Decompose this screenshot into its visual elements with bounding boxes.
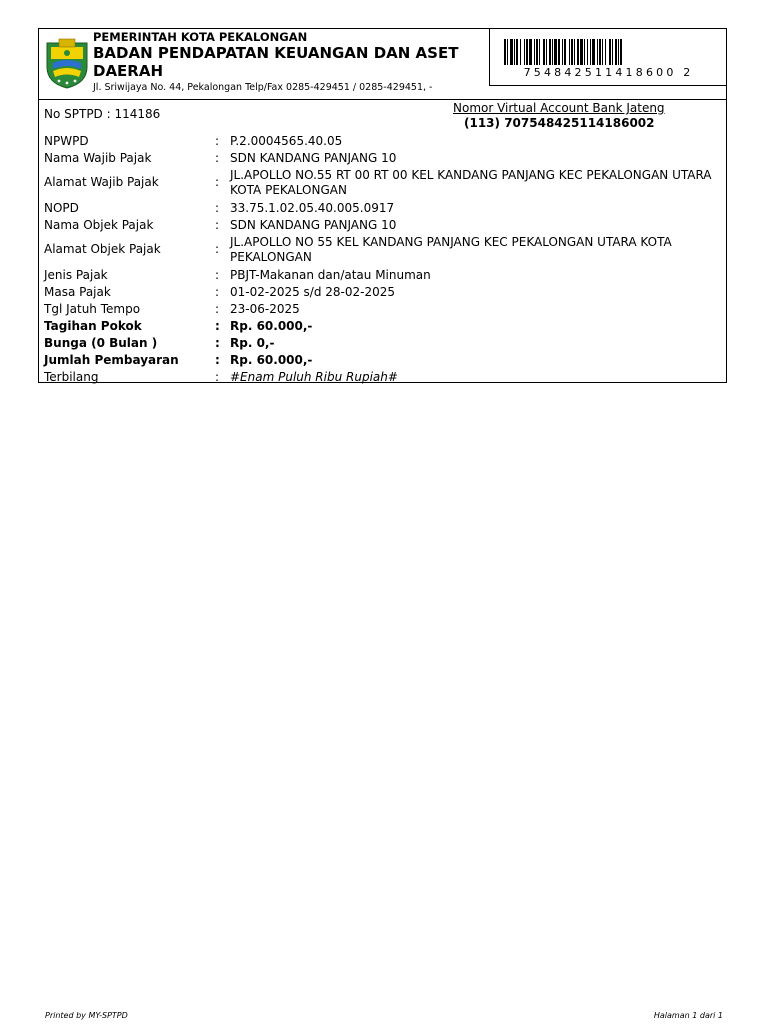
field-colon: :: [215, 302, 220, 316]
field-row: [39, 267, 726, 284]
printed-by: Printed by MY-SPTPD: [45, 1011, 128, 1020]
field-value: Rp. 60.000,-: [230, 319, 313, 333]
barcode-bar: [516, 39, 518, 65]
field-value: PBJT-Makanan dan/atau Minuman: [230, 268, 431, 282]
barcode-bar: [592, 39, 595, 65]
field-label: Masa Pajak: [44, 285, 111, 299]
agency-address: Jl. Sriwijaya No. 44, Pekalongan Telp/Fax 0285-429451 / 0285-429451, -: [93, 82, 433, 93]
field-label: Jumlah Pembayaran: [44, 353, 179, 367]
field-value: JL.APOLLO NO 55 KEL KANDANG PANJANG KEC PEKALONGAN UTARA KOTA PEKALONGAN: [230, 235, 672, 264]
field-label: Bunga (0 Bulan ): [44, 336, 158, 350]
field-value: 23-06-2025: [230, 302, 300, 316]
field-label: NOPD: [44, 201, 79, 215]
barcode-bar: [529, 39, 532, 65]
field-label: Alamat Wajib Pajak: [44, 175, 159, 189]
barcode-bar: [577, 39, 579, 65]
page-indicator: Halaman 1 dari 1: [653, 1011, 723, 1020]
barcode-bar: [564, 39, 566, 65]
field-value: SDN KANDANG PANJANG 10: [230, 151, 397, 165]
tax-document: [38, 28, 727, 383]
barcode-bar: [504, 39, 506, 65]
virtual-account-number: (113) 707548425114186002: [464, 116, 655, 130]
virtual-account-label: Nomor Virtual Account Bank Jateng: [453, 101, 665, 115]
field-value: P.2.0004565.40.05: [230, 134, 343, 148]
tax-fields: [39, 133, 726, 386]
field-label: Nama Objek Pajak: [44, 218, 154, 232]
field-label: Nama Wajib Pajak: [44, 151, 152, 165]
field-colon: :: [215, 285, 220, 299]
field-row: [39, 369, 726, 386]
field-row: [39, 234, 726, 267]
field-colon: :: [215, 134, 220, 148]
field-label: Tagihan Pokok: [44, 319, 142, 333]
field-colon: :: [215, 353, 220, 367]
field-colon: :: [215, 201, 220, 215]
field-row: [39, 352, 726, 369]
field-colon: :: [215, 370, 220, 384]
field-row: [39, 200, 726, 217]
barcode-bar: [552, 39, 553, 65]
field-value: 01-02-2025 s/d 28-02-2025: [230, 285, 396, 299]
field-row: [39, 133, 726, 150]
barcode: [504, 39, 714, 65]
barcode-bar: [549, 39, 551, 65]
field-row: [39, 301, 726, 318]
field-label: NPWPD: [44, 134, 89, 148]
barcode-bar: [620, 39, 622, 65]
field-colon: :: [215, 319, 220, 333]
field-label: Tgl Jatuh Tempo: [44, 302, 141, 316]
barcode-bar: [602, 39, 603, 65]
barcode-bar: [609, 39, 611, 65]
field-row: [39, 150, 726, 167]
field-value: 33.75.1.02.05.40.005.0917: [230, 201, 395, 215]
barcode-bar: [590, 39, 591, 65]
field-label: Terbilang: [44, 370, 99, 384]
field-colon: :: [215, 268, 220, 282]
barcode-bar: [574, 39, 575, 65]
barcode-bar: [554, 39, 557, 65]
barcode-bar: [558, 39, 560, 65]
field-value: SDN KANDANG PANJANG 10: [230, 218, 397, 232]
government-name: PEMERINTAH KOTA PEKALONGAN: [93, 30, 308, 44]
barcode-bar: [569, 39, 570, 65]
field-value: #Enam Puluh Ribu Rupiah#: [230, 370, 398, 384]
barcode-bar: [534, 39, 535, 65]
field-label: Alamat Objek Pajak: [44, 242, 161, 256]
field-colon: :: [215, 242, 220, 256]
document-header: [39, 29, 726, 100]
field-row: [39, 217, 726, 234]
field-value: Rp. 0,-: [230, 336, 275, 350]
barcode-bar: [615, 39, 617, 65]
barcode-bar: [539, 39, 540, 65]
barcode-bar: [584, 39, 585, 65]
barcode-bar: [546, 39, 547, 65]
field-colon: :: [215, 151, 220, 165]
barcode-bar: [612, 39, 613, 65]
barcode-bar: [597, 39, 598, 65]
field-row: [39, 167, 726, 200]
barcode-bar: [520, 39, 521, 65]
barcode-bar: [536, 39, 538, 65]
field-colon: :: [215, 218, 220, 232]
barcode-bar: [514, 39, 515, 65]
field-value: Rp. 60.000,-: [230, 353, 313, 367]
barcode-bar: [587, 39, 588, 65]
barcode-bar: [510, 39, 513, 65]
field-value: JL.APOLLO NO.55 RT 00 RT 00 KEL KANDANG PANJANG KEC PEKALONGAN UTARA KOTA PEKALONGAN: [230, 168, 712, 197]
city-emblem-icon: [45, 37, 89, 89]
field-colon: :: [215, 336, 220, 350]
barcode-bar: [562, 39, 563, 65]
barcode-bar: [526, 39, 528, 65]
field-row: [39, 284, 726, 301]
field-colon: :: [215, 175, 220, 189]
barcode-bar: [580, 39, 583, 65]
barcode-bar: [507, 39, 508, 65]
sptpd-number: No SPTPD : 114186: [44, 107, 161, 121]
barcode-bar: [618, 39, 619, 65]
agency-name: BADAN PENDAPATAN KEUANGAN DAN ASET DAERAH: [93, 44, 459, 80]
barcode-bar: [599, 39, 601, 65]
field-row: [39, 335, 726, 352]
barcode-number: 754842511418600 2: [523, 66, 694, 79]
barcode-bar: [543, 39, 545, 65]
field-label: Jenis Pajak: [44, 268, 108, 282]
barcode-area: [489, 29, 726, 86]
barcode-bar: [571, 39, 573, 65]
field-row: [39, 318, 726, 335]
barcode-bar: [524, 39, 525, 65]
barcode-bar: [605, 39, 606, 65]
